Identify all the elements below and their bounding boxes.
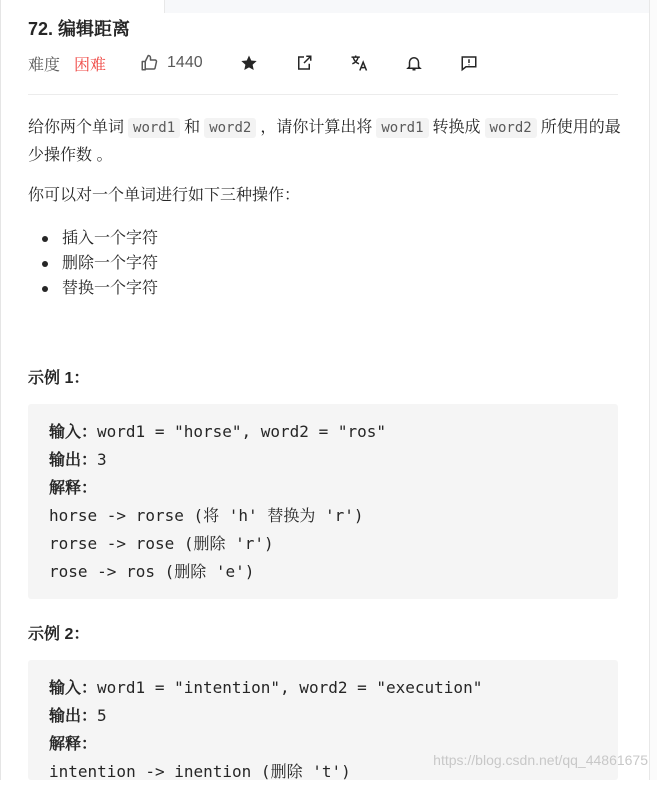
bell-icon [405,54,423,72]
feedback-button[interactable] [458,52,480,74]
star-icon [240,54,258,72]
thumbs-up-icon [140,54,158,72]
inline-code: word1 [376,118,428,138]
operations-intro: 你可以对一个单词进行如下三种操作： [28,187,301,204]
translate-icon [349,53,369,73]
desc-text: ，请你计算出将 [260,119,373,136]
difficulty-label: 难度 [28,56,61,74]
feedback-icon [460,54,478,72]
favorite-button[interactable] [238,52,260,74]
divider [28,94,618,95]
difficulty-badge: 困难 [74,56,107,74]
scrollbar[interactable] [649,0,657,780]
example-explain-label: 解释： [49,480,98,497]
example-1-box [28,404,618,599]
problem-description [28,114,623,170]
inline-code: word2 [204,118,256,138]
example-explain-label: 解释： [49,736,98,753]
share-button[interactable] [293,52,315,74]
example-output: 输出：5 [49,706,107,725]
desc-text: 转换成 [432,119,481,136]
example-output: 输出：3 [49,450,107,469]
inline-code: word1 [128,118,180,138]
like-count: 1440 [167,54,203,71]
example-input: 输入：word1 = "horse", word2 = "ros" [49,422,386,441]
problem-meta-bar [28,52,480,74]
example-step: rose -> ros (删除 'e') [49,562,255,581]
description-paragraph [28,114,623,170]
example-2-title: 示例 2： [28,626,90,643]
example-1-title: 示例 1： [28,370,90,387]
example-input: 输入：word1 = "intention", word2 = "execution" [49,678,483,697]
example-step: rorse -> rose (删除 'r') [49,534,274,553]
share-icon [295,54,313,72]
example-step: horse -> rorse (将 'h' 替换为 'r') [49,506,364,525]
inline-code: word2 [485,118,537,138]
list-item: 插入一个字符 [62,226,158,251]
desc-text: 给你两个单词 [28,119,125,136]
notification-button[interactable] [403,52,425,74]
desc-text: 和 [184,119,201,136]
list-item: 替换一个字符 [62,276,158,301]
translate-button[interactable] [348,52,370,74]
list-item: 删除一个字符 [62,251,158,276]
desc-text: 所使用的最少操作数 。 [28,119,621,164]
example-step: intention -> inention (删除 't') [49,762,351,781]
watermark: https://blog.csdn.net/qq_44861675 [433,752,648,768]
like-button[interactable] [140,54,203,72]
problem-title: 72. 编辑距离 [28,19,131,39]
operations-list [62,226,158,301]
